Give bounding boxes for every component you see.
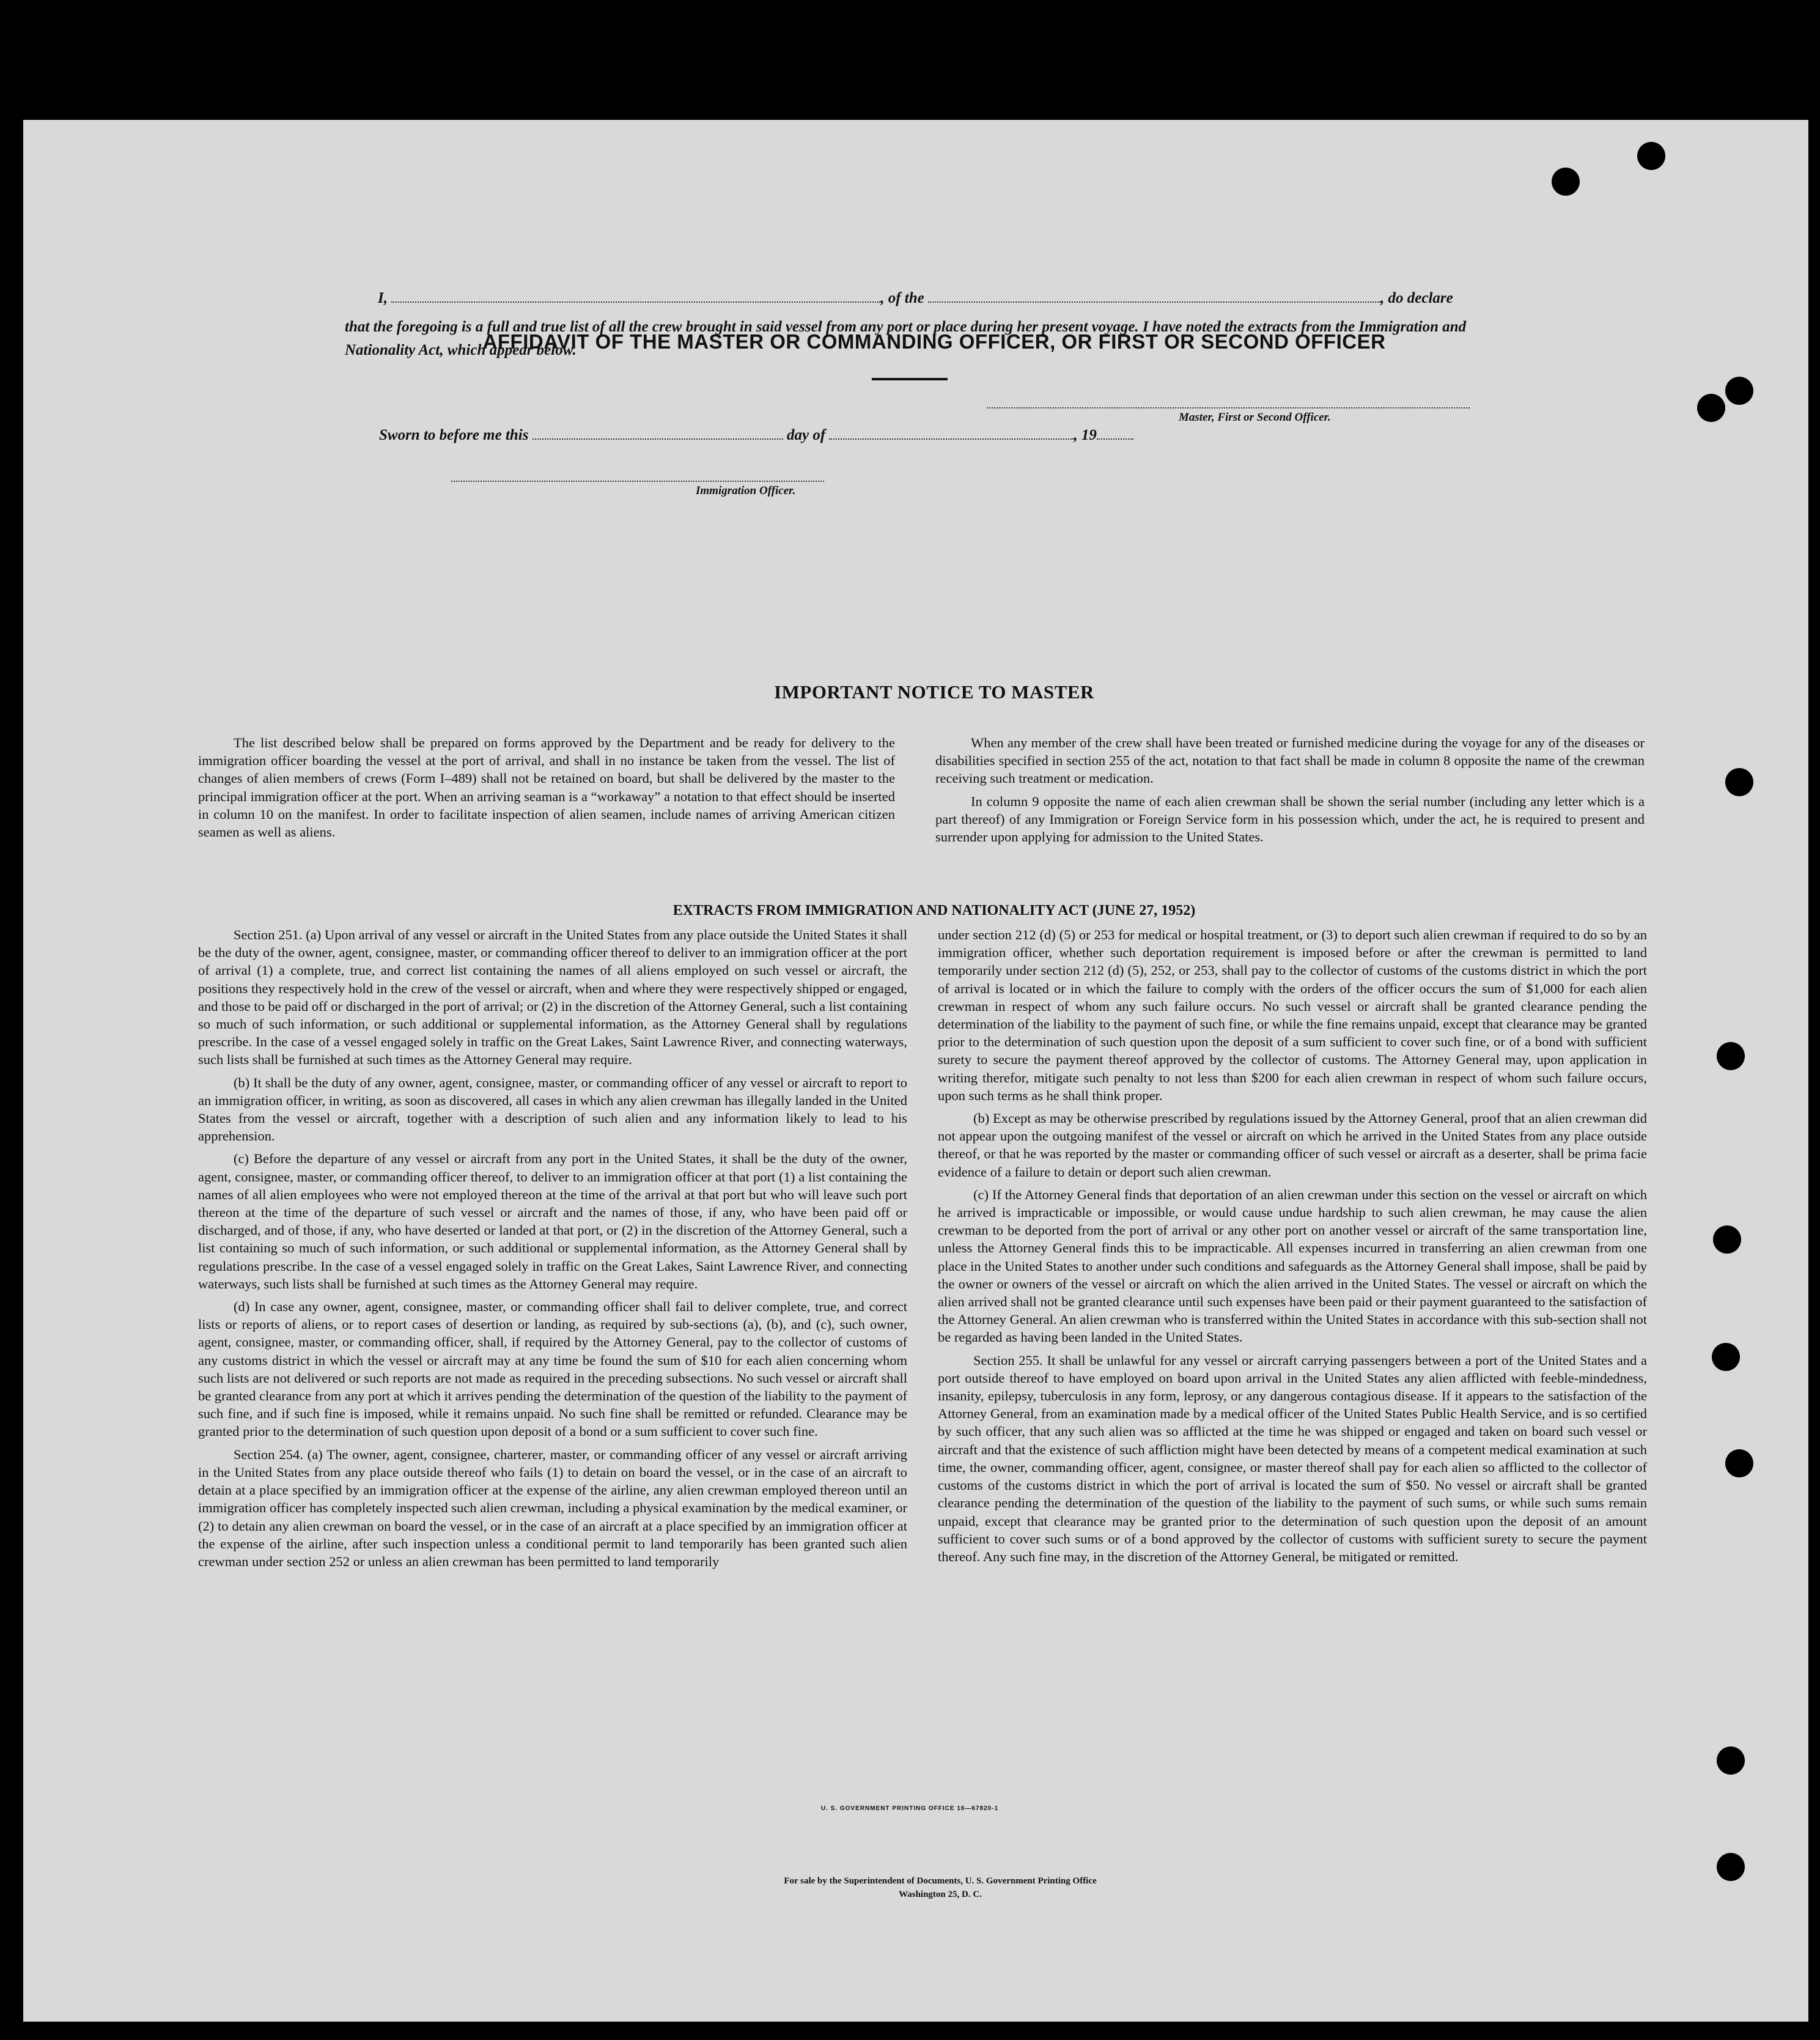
punch-hole — [1717, 1042, 1745, 1070]
section-251-c: (c) Before the departure of any vessel or aircraft from any port in the United States, it shall be the duty of the owner, agent, consignee, master, or commanding officer thereof, to deliver to an immigration officer at that port (1) a list containing the names of all alien employees who were not employed thereon at the time of the arrival at that port but who will leave such port thereon at the time of the departure of such vessel or aircraft and the names of those, if any, who have been paid off or discharged, and of those, if any, who have deserted or landed at that port, or (2) in the discretion of the Attorney General, such a list containing so much of such information, or such additional or supplemental information, as the Attorney General shall by regulations prescribe. In the case of a vessel engaged solely in traffic on the Great Lakes, Saint Lawrence River, and connecting waterways, such lists shall be furnished at such times as the Attorney General may require. — [198, 1151, 907, 1292]
punch-hole — [1637, 142, 1665, 170]
affidavit-title: AFFIDAVIT OF THE MASTER OR COMMANDING OFFICER, OR FIRST OR SECOND OFFICER — [482, 330, 1386, 353]
extracts-right-column — [938, 926, 1647, 1570]
punch-hole — [1552, 168, 1580, 196]
sworn-line — [379, 427, 1296, 444]
punch-hole — [1697, 394, 1725, 422]
section-254-b: (b) Except as may be otherwise prescribed by regulations issued by the Attorney General, proof that an alien crewman did not appear upon the outgoing manifest of the vessel or aircraft on which he arrived in the United States from any place outside thereof, or that he was reported by the master or commanding officer of such vessel or aircraft as a deserter, shall be prima facie evidence of a failure to detain or deport such alien crewman. — [938, 1111, 1647, 1180]
punch-hole — [1725, 768, 1753, 796]
notice-right-text-1: When any member of the crew shall have been treated or furnished medicine during the voyage for any of the diseases or disabilities specified in section 255 of the act, notation to that fact shall be made in column 8 opposite the name of the crewman receiving such treatment or medication. — [935, 735, 1645, 786]
notice-right-text-2: In column 9 opposite the name of each alien crewman shall be shown the serial number (including any letter which is a part thereof) of any Immigration or Foreign Service form in his possession which, under the act, he is required to present and surrender upon applying for admission to the United States. — [935, 793, 1645, 845]
printing-office-code: U. S. GOVERNMENT PRINTING OFFICE 16—67820-1 — [820, 1805, 999, 1812]
punch-hole — [1717, 1853, 1745, 1881]
master-caption: Master, First or Second Officer. — [1179, 411, 1331, 424]
section-254-a: Section 254. (a) The owner, agent, consignee, charterer, master, or commanding officer of any vessel or aircraft arriving in the United States from any place outside thereof who fails (1) to detain on board the vessel, or in the case of an aircraft to detain at a place specified by an immigration officer at the expense of the airline, any alien crewman employed thereon until an immigration officer has completely inspected such alien crewman, including a physical examination by the medical examiner, or (2) to detain any alien crewman on board the vessel, or in the case of an aircraft at a place specified by an immigration officer at the expense of the airline, after such inspection unless a conditional permit to land temporarily has been granted such alien crewman under section 252 or unless an alien crewman has been permitted to land temporarily — [198, 1446, 907, 1569]
extracts-left-column — [198, 926, 907, 1575]
section-251-a: Section 251. (a) Upon arrival of any vessel or aircraft in the United States from any place outside the United States it shall be the duty of the owner, agent, consignee, master, or commanding officer thereof to deliver to an immigration officer at the port of arrival (1) a complete, true, and correct list containing the names of all aliens employed on such vessel or aircraft, the positions they respectively hold in the crew of the vessel or aircraft, when and where they were respectively shipped or engaged, and those to be paid off or discharged in the port of arrival; or (2) in the discretion of the Attorney General, such a list containing so much of such information, or such additional or supplemental information, as the Attorney General shall by regulations prescribe. In the case of a vessel engaged solely in traffic on the Great Lakes, Saint Lawrence River, and connecting waterways, such lists shall be furnished at such times as the Attorney General may require. — [198, 927, 907, 1068]
master-signature-line[interactable] — [987, 407, 1470, 408]
officer-signature-line[interactable] — [451, 481, 824, 482]
sworn-day-field[interactable] — [532, 438, 783, 440]
declaration-declare: , do declare — [1380, 290, 1453, 306]
punch-hole — [1713, 1225, 1741, 1254]
punch-hole — [1717, 1746, 1745, 1775]
sale-address: Washington 25, D. C. — [899, 1890, 982, 1899]
punch-hole — [1712, 1343, 1740, 1371]
notice-left-text: The list described below shall be prepared on forms approved by the Department and be ready for delivery to the immigration officer boarding the vessel at the port of arrival, and shall in no instance be taken from the vessel. The list of changes of alien members of crews (Form I–489) shall not be retained on board, but shall be delivered by the master to the principal immigration officer at the port. When an arriving seaman is a “workaway” a notation to that effect should be inserted in column 10 on the manifest. In order to facilitate inspection of alien seamen, include names of arriving American citizen seamen as well as aliens. — [198, 735, 895, 840]
section-255: Section 255. It shall be unlawful for any vessel or aircraft carrying passengers between a port of the United States and a port outside thereof to have employed on board upon arrival in the United States any alien afflicted with feeble-mindedness, insanity, epilepsy, tuberculosis in any form, leprosy, or any dangerous contagious disease. If it appears to the satisfaction of the Attorney General, from an examination made by a medical officer of the United States Public Health Service, and is so certified by such officer, that any such alien was so afflicted at the time he was shipped or engaged and taken on board such vessel or aircraft and that the existence of such affliction might have been detected by means of a competent medical examination at such time, the owner, commanding officer, agent, consignee, or master thereof shall pay for each alien so afflicted to the collector of customs of the customs district in which the port of arrival is located the sum of $50. No vessel or aircraft shall be granted clearance pending the determination of the question of the liability to the payment of such sums, or while such sums remain unpaid, except that clearance may be granted prior to the determination of such question upon the deposit of an amount sufficient to cover such sums or of a bond approved by the collector of customs with sufficient surety to secure the payment thereof. Any such fine may, in the discretion of the Attorney General, be mitigated or remitted. — [938, 1352, 1647, 1564]
title-rule — [872, 378, 948, 380]
sale-notice: For sale by the Superintendent of Documents, U. S. Government Printing Office — [784, 1876, 1097, 1886]
name-field[interactable] — [391, 301, 880, 303]
officer-caption: Immigration Officer. — [696, 484, 796, 497]
punch-hole — [1725, 1449, 1753, 1477]
section-254-c: (c) If the Attorney General finds that deportation of an alien crewman under this section on the vessel or aircraft on which he arrived is impracticable or impossible, or would cause undue hardship to such alien crewman, he may cause the alien crewman to be deported from the port of arrival or any other port on another vessel or aircraft of the same transportation line, unless the Attorney General finds this to be impracticable. All expenses incurred in transferring an alien crewman from one place in the United States to another under such conditions and safeguards as the Attorney General shall impose, shall be paid by the owner or owners of the vessel or aircraft on which the alien arrived in the United States. The vessel or aircraft on which the alien arrived shall not be granted clearance until such expenses have been paid or their payment guaranteed to the satisfaction of the Attorney General. An alien crewman who is transferred within the United States in accordance with this sub-section shall not be regarded as having been landed in the United States. — [938, 1186, 1647, 1345]
section-251-b: (b) It shall be the duty of any owner, agent, consignee, master, or commanding officer of any vessel or aircraft to report to an immigration officer, in writing, as soon as discovered, all cases in which any alien crewman has illegally landed in the United States from the vessel or aircraft, together with a description of such alien and any information likely to lead to his apprehension. — [198, 1074, 907, 1144]
declaration-line — [378, 290, 1503, 307]
declaration-i: I, — [378, 290, 388, 306]
declaration-of-the: , of the — [880, 290, 924, 306]
sworn-year-field[interactable] — [1097, 438, 1133, 440]
sworn-month-field[interactable] — [829, 438, 1074, 440]
year-prefix: , 19 — [1074, 427, 1097, 443]
notice-right-column — [935, 734, 1645, 851]
section-254-a-cont: under section 212 (d) (5) or 253 for medical or hospital treatment, or (3) to deport such alien crewman if required to do so by an immigration officer, whether such deportation requirement is imposed before or after the crewman is permitted to land temporarily under section 212 (d) (5), 252, or 253, shall pay to the collector of customs of the customs district in which the port of arrival is located or in which the failure to comply with the orders of the officer occurs the sum of $1,000 for each alien crewman in respect of whom any such failure occurs. No such vessel or aircraft shall be granted clearance pending the determination of the liability to the payment of such fine, or while the fine remains unpaid, except that clearance may be granted prior to the determination of such question upon the deposit of a sum sufficient to cover such fine, or of a bond with sufficient surety to secure the payment thereof approved by the collector of customs. The Attorney General may, upon application in writing therefor, mitigate such penalty to not less than $200 for each alien crewman in respect of whom such failure occurs, upon such terms as he shall think proper. — [938, 927, 1647, 1103]
form-page — [23, 120, 1808, 2022]
vessel-field[interactable] — [928, 301, 1380, 303]
notice-title: IMPORTANT NOTICE TO MASTER — [774, 681, 1094, 703]
declaration-statement: that the foregoing is a full and true list of all the crew brought in said vessel from any port or place during her present voyage. I have noted the extracts from the Immigration and Nationality Act, which appear below. — [345, 319, 1467, 358]
notice-left-column — [198, 734, 895, 846]
day-of-text: day of — [786, 427, 826, 443]
punch-hole — [1725, 377, 1753, 405]
extracts-title: EXTRACTS FROM IMMIGRATION AND NATIONALITY ACT (JUNE 27, 1952) — [672, 903, 1196, 918]
sworn-text: Sworn to before me this — [379, 427, 529, 443]
section-251-d: (d) In case any owner, agent, consignee, master, or commanding officer shall fail to deliver complete, true, and correct lists or reports of aliens, or to report cases of desertion or landing, as required by sub-sections (a), (b), and (c), such owner, agent, consignee, master, or commanding officer, shall, if required by the Attorney General, pay to the collector of customs of any customs district in which the vessel or aircraft may at any time be found the sum of $10 for each alien concerning whom such lists are not delivered or such reports are not made as required in the preceding subsections. No such vessel or aircraft shall be granted clearance from any port at which it arrives pending the determination of the question of the liability to the payment of such fine, and if such fine is imposed, while it remains unpaid. No such fine shall be remitted or refunded. Clearance may be granted prior to the determination of such question upon deposit of a bond or a sum sufficient to cover such fine. — [198, 1299, 907, 1439]
